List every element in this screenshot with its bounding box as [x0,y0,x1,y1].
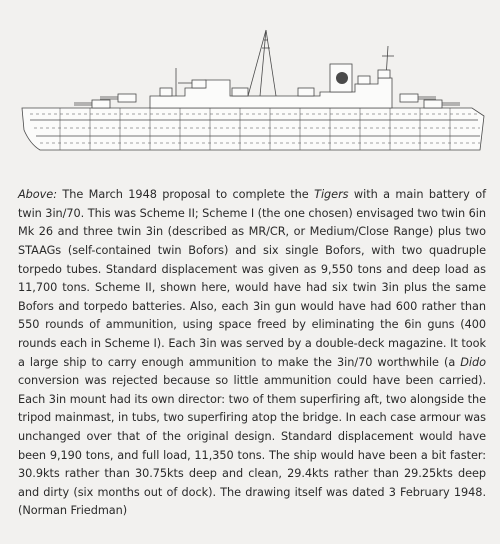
hull-outline [22,108,484,150]
superstructure [150,78,392,108]
caption-ship-class: Tigers [314,188,349,202]
ship-profile-drawing [0,8,500,168]
mainmast [248,30,276,96]
caption-lead: Above: [18,188,57,202]
caption-text-1: The March 1948 proposal to complete the [56,188,315,202]
caption-dido: Dido [460,355,486,369]
caption-text-2: with a main battery of twin 3in/70. This was Scheme II; Scheme I (the one chosen) envisaged two twin 6in Mk 26 and three twin 3in (described as MR/CR, or Medium/Close Range) plus two STAAGs (self-contained twin Bofors) and six single Bofors, with two quadruple torpedo tubes. Standard displacement was given as 9,550 tons and deep load as 11,700 tons. Scheme II, shown here, would have had six twin 3in plus the same Bofors and torpedo batteries. Also, each 3in gun would have had 600 rather than 550 rounds of ammunition, using space freed by eliminating the 6in guns (400 rounds each in Scheme I). Each 3in was served by a double-deck magazine. It took a large ship to carry enough ammunition to make the 3in/70 worthwhile (a [18,188,486,369]
figure-caption [18,186,486,521]
caption-text-3: conversion was rejected because so little ammunition could have been carried). Each 3in mount had its own director: two of them superfiring aft, two alongside the tripod mainmast, in tubs, two superfiring atop the bridge. In each case armour was unchanged over that of the original design. Standard displacement would have been 9,190 tons, and full load, 11,350 tons. The ship would have been a bit faster: 30.9kts rather than 30.75kts deep and clean, 29.4kts rather than 29.25kts deep and dirty (six months out of dock). The drawing itself was dated 3 February 1948. (Norman Friedman) [18,374,486,518]
